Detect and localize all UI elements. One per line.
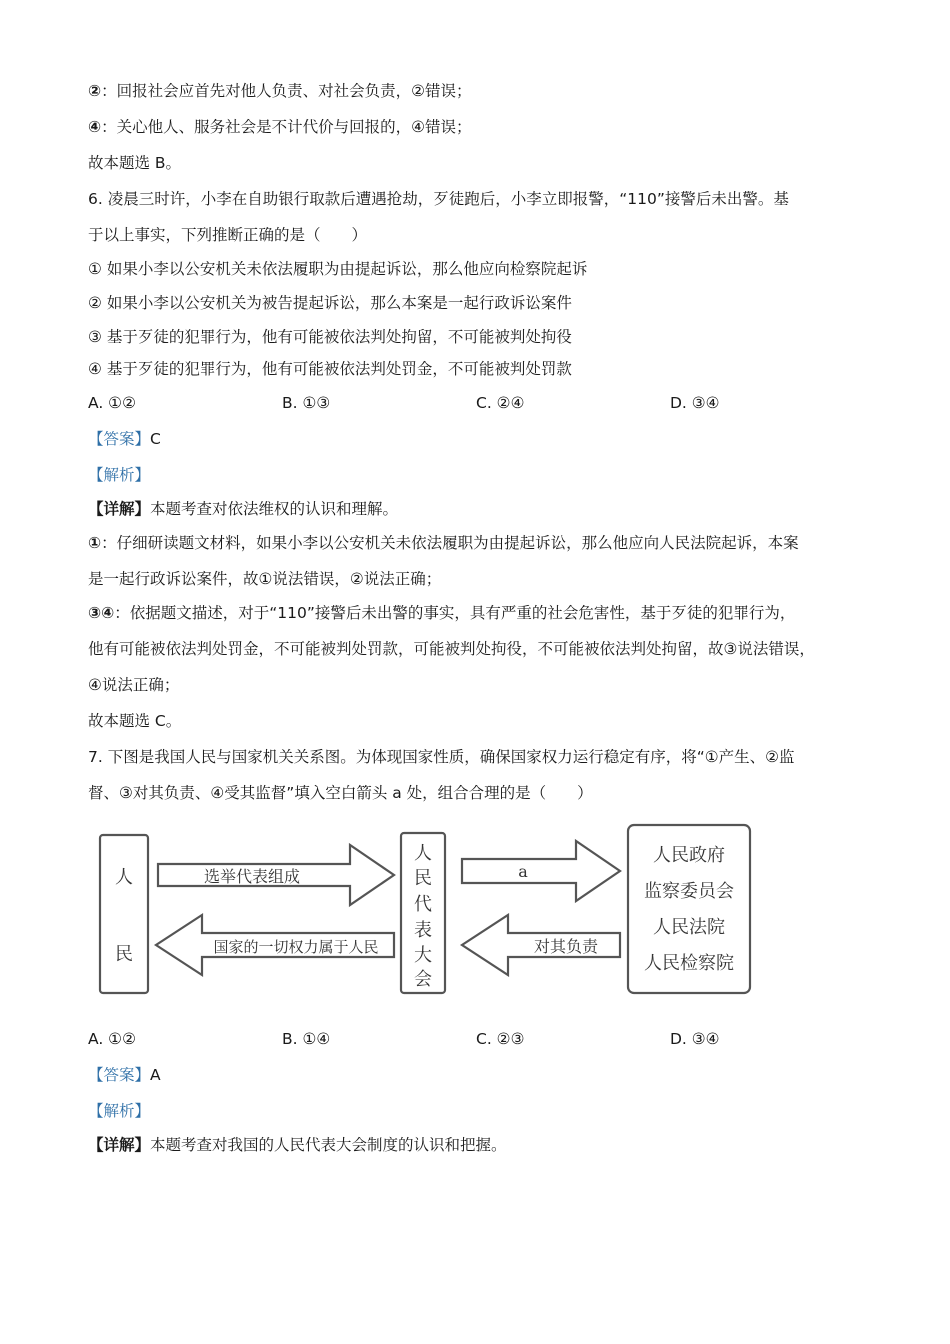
- q6-analysis-point-2: ③④：依据题文描述，对于“110”接警后未出警的事实，具有严重的社会危害性，基于歹徒的犯罪行为，: [88, 604, 796, 622]
- prev-conclusion: 故本题选 B。: [88, 154, 182, 172]
- q6-analysis-point-1: ①：仔细研读题文材料，如果小李以公安机关未依法履职为由提起诉讼，那么他应向人民法院起诉，本案: [88, 534, 799, 552]
- q6-stem-line-1: 6. 凌晨三时许，小李在自助银行取款后遭遇抢劫，歹徒跑后，小李立即报警，“110”接警后未出警。基: [88, 190, 789, 208]
- npc-char-1: 人: [414, 843, 432, 864]
- q6-answer: [88, 428, 161, 450]
- q7-option-a: A. ①②: [88, 1030, 136, 1048]
- q6-analysis-point-2-end: ④说法正确；: [88, 676, 180, 694]
- q6-analysis-point-2-cont: 他有可能被依法判处罚金，不可能被判处罚款，可能被判处拘役，不可能被依法判处拘留，故③说法错误，: [88, 640, 815, 658]
- prev-analysis-line-2: ②：回报社会应首先对他人负责、对社会负责，②错误；: [88, 82, 472, 100]
- relationship-diagram: [88, 815, 768, 1005]
- arrow-responsible-label: 对其负责: [533, 937, 599, 956]
- q6-option-b: B. ①③: [282, 394, 331, 412]
- q6-analysis-label: 【解析】: [88, 466, 151, 484]
- q7-stem-line-2: 督、③对其负责、④受其监督”填入空白箭头 a 处，组合合理的是（ ）: [88, 784, 593, 802]
- arrow-elect-label: 选举代表组成: [203, 867, 301, 886]
- prev-analysis-line-4: ④：关心他人、服务社会是不计代价与回报的，④错误；: [88, 118, 472, 136]
- organ-procuratorate: 人民检察院: [644, 953, 734, 974]
- npc-char-3: 代: [414, 894, 432, 915]
- people-char-2: 民: [115, 944, 133, 965]
- q6-conclusion: 故本题选 C。: [88, 712, 182, 730]
- q7-stem-line-1: 7. 下图是我国人民与国家机关关系图。为体现国家性质，确保国家权力运行稳定有序，将“①产生、②监: [88, 748, 795, 766]
- q6-analysis-point-1-cont: 是一起行政诉讼案件，故①说法错误，②说法正确；: [88, 570, 442, 588]
- organ-government: 人民政府: [653, 845, 725, 866]
- answer-label: 【答案】: [88, 430, 151, 448]
- q7-analysis-label: 【解析】: [88, 1102, 151, 1120]
- q6-detail: 【详解】本题考查对依法维权的认识和理解。: [88, 500, 399, 518]
- answer-label: 【答案】: [88, 1066, 151, 1084]
- npc-char-2: 民: [414, 868, 432, 889]
- npc-char-5: 大: [414, 945, 432, 966]
- q6-option-c: C. ②④: [476, 394, 525, 412]
- q7-option-d: D. ③④: [670, 1030, 720, 1048]
- q7-option-c: C. ②③: [476, 1030, 525, 1048]
- people-box: [100, 835, 148, 993]
- arrow-a: [462, 841, 620, 901]
- organ-supervisory-commission: 监察委员会: [644, 881, 734, 902]
- q6-option-d: D. ③④: [670, 394, 720, 412]
- mark-4: ④: [88, 118, 102, 136]
- detail-label: 【详解】: [88, 500, 151, 518]
- q6-statement-4: ④ 基于歹徒的犯罪行为，他有可能被依法判处罚金，不可能被判处罚款: [88, 360, 572, 378]
- people-char-1: 人: [115, 867, 133, 888]
- q7-option-b: B. ①④: [282, 1030, 331, 1048]
- arrow-power-label: 国家的一切权力属于人民: [213, 938, 379, 956]
- answer-value: A: [150, 1066, 161, 1084]
- q7-detail: 【详解】本题考查对我国的人民代表大会制度的认识和把握。: [88, 1136, 507, 1154]
- npc-char-6: 会: [414, 969, 432, 990]
- q6-statement-3: ③ 基于歹徒的犯罪行为，他有可能被依法判处拘留，不可能被判处拘役: [88, 328, 572, 346]
- mark-2: ②: [88, 82, 102, 100]
- q6-option-a: A. ①②: [88, 394, 136, 412]
- organ-court: 人民法院: [653, 917, 725, 938]
- q7-answer: [88, 1064, 161, 1086]
- answer-value: C: [150, 430, 161, 448]
- q6-statement-1: ① 如果小李以公安机关未依法履职为由提起诉讼，那么他应向检察院起诉: [88, 260, 588, 278]
- q6-statement-2: ② 如果小李以公安机关为被告提起诉讼，那么本案是一起行政诉讼案件: [88, 294, 572, 312]
- detail-label: 【详解】: [88, 1136, 151, 1154]
- npc-char-4: 表: [414, 920, 432, 941]
- arrow-a-label: a: [518, 862, 528, 881]
- q6-stem-line-2: 于以上事实，下列推断正确的是（ ）: [88, 226, 368, 244]
